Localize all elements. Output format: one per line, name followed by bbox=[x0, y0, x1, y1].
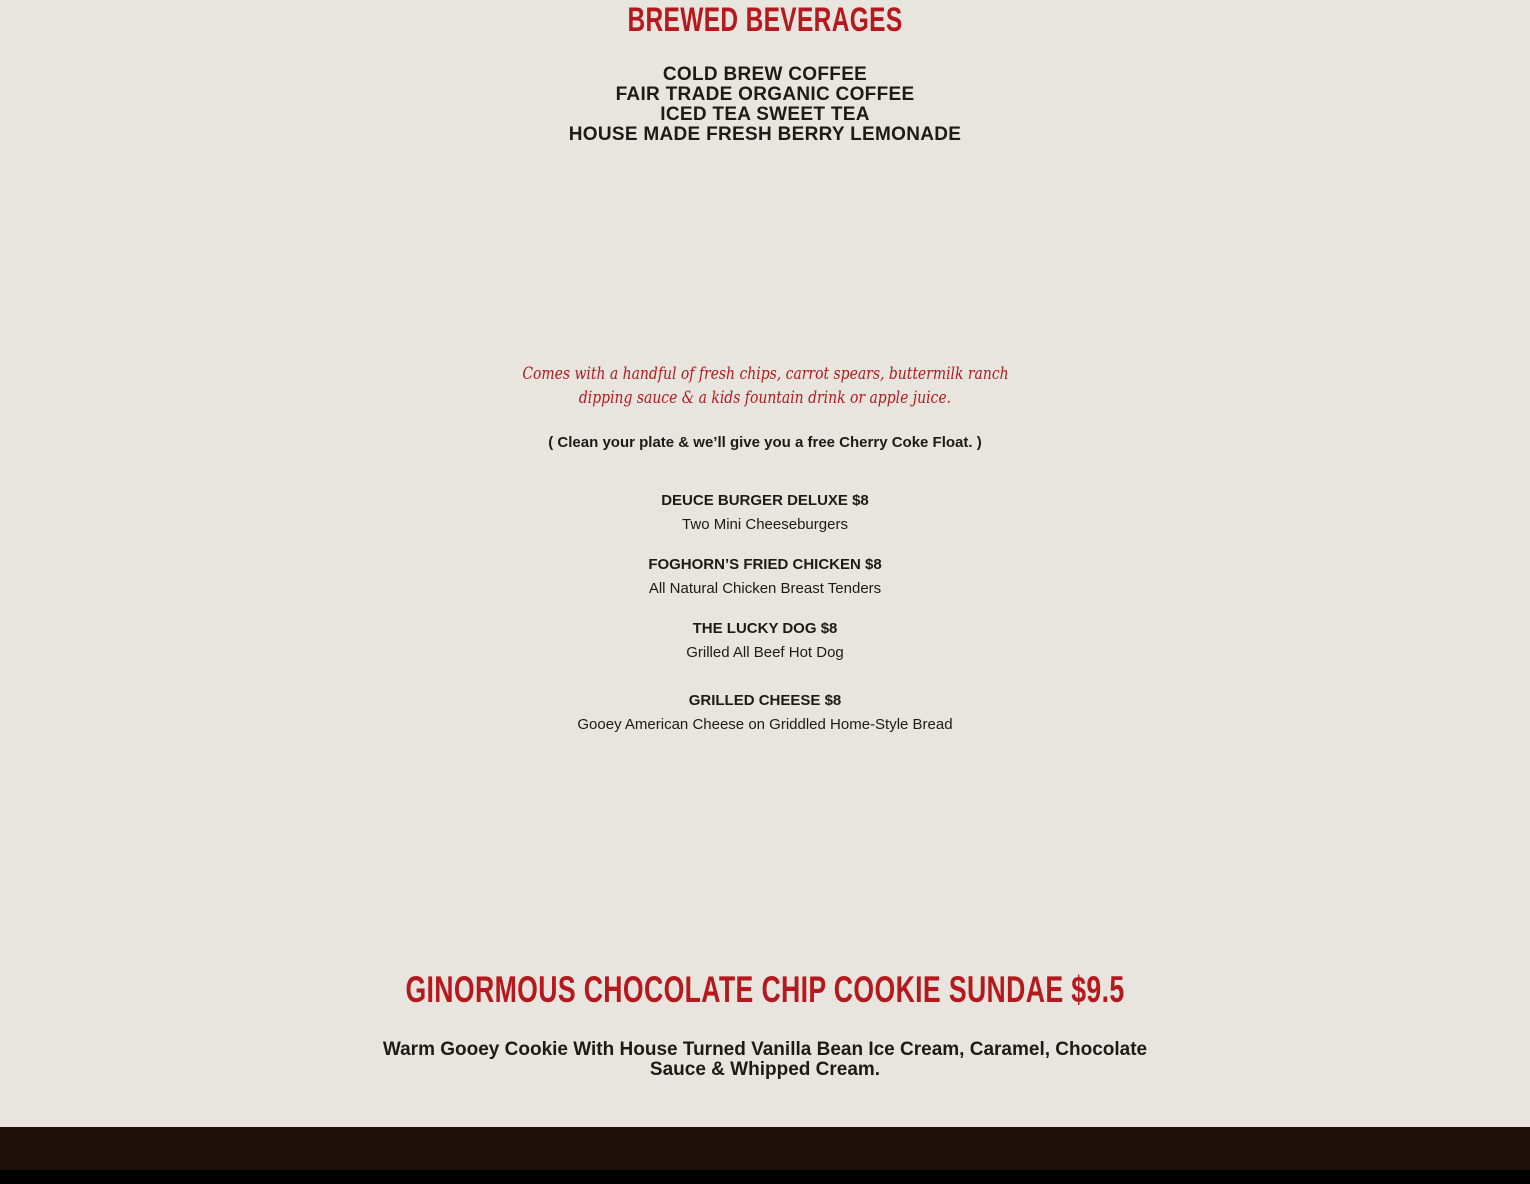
kids-note-line-2: dipping sauce & a kids fountain drink or apple juice. bbox=[578, 388, 952, 408]
beverages-heading: BREWED BEVERAGES bbox=[627, 1, 903, 39]
menu-item-name: FOGHORN’S FRIED CHICKEN $8 bbox=[648, 556, 882, 573]
dessert-heading: GINORMOUS CHOCOLATE CHIP COOKIE SUNDAE $9.5 bbox=[405, 969, 1125, 1010]
beverage-item: HOUSE MADE FRESH BERRY LEMONADE bbox=[568, 124, 962, 145]
footer bbox=[0, 1127, 1530, 1170]
menu-item-name: GRILLED CHEESE $8 bbox=[688, 692, 842, 709]
menu-item-lucky-dog bbox=[0, 619, 1530, 663]
menu-item-description: Two Mini Cheeseburgers bbox=[682, 516, 848, 533]
beverage-item: COLD BREW COFFEE bbox=[662, 64, 868, 85]
kids-meal-note bbox=[0, 362, 1530, 410]
kids-note-line-1: Comes with a handful of fresh chips, carrot spears, buttermilk ranch bbox=[521, 364, 1009, 384]
menu-item-deuce-burger bbox=[0, 491, 1530, 535]
menu-item-name: DEUCE BURGER DELUXE $8 bbox=[661, 492, 869, 509]
beverage-item: FAIR TRADE ORGANIC COFFEE bbox=[615, 84, 915, 105]
menu-item-grilled-cheese bbox=[0, 691, 1530, 735]
clean-plate-note: ( Clean your plate & we’ll give you a free Cherry Coke Float. ) bbox=[548, 434, 982, 451]
menu-item-description: All Natural Chicken Breast Tenders bbox=[648, 580, 882, 597]
menu-item-description: Gooey American Cheese on Griddled Home-Style Bread bbox=[577, 716, 953, 733]
footer-bottom-strip bbox=[0, 1170, 1530, 1184]
menu-item-description: Grilled All Beef Hot Dog bbox=[686, 644, 844, 661]
beverage-list bbox=[0, 65, 1530, 145]
menu-item-fried-chicken bbox=[0, 555, 1530, 599]
dessert-description: Warm Gooey Cookie With House Turned Vanilla Bean Ice Cream, Caramel, Chocolate Sauce & Whipped Cream. bbox=[382, 1039, 1148, 1080]
beverage-item: ICED TEA SWEET TEA bbox=[660, 104, 870, 125]
menu-item-name: THE LUCKY DOG $8 bbox=[692, 620, 838, 637]
